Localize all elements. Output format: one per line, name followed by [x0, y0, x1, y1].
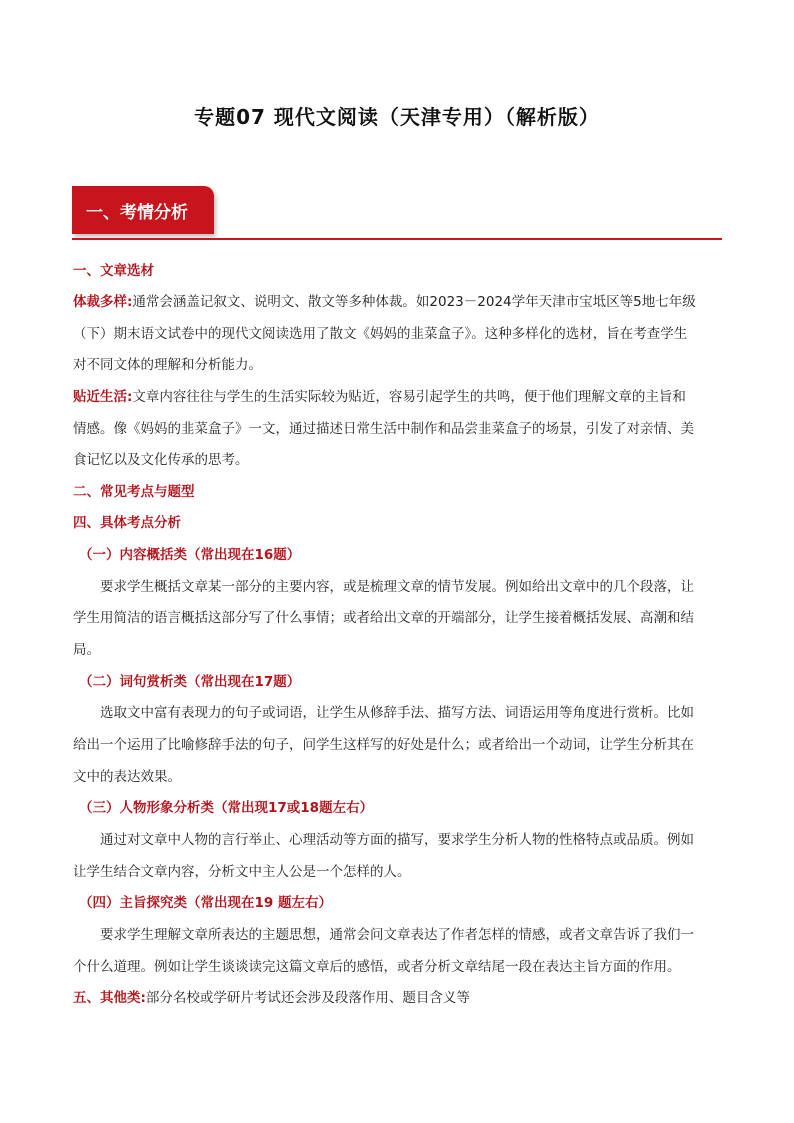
subheading-theme-exploration: （四）主旨探究类（常出现在19 题左右）	[79, 895, 332, 911]
paragraph-line: 要求学生理解文章所表达的主题思想，通常会问文章表达了作者怎样的情感，或者文章告诉了我们一	[100, 927, 694, 943]
paragraph-line: 给出一个运用了比喻修辞手法的句子，问学生这样写的好处是什么；或者给出一个动词，让学生分析其在	[73, 737, 694, 753]
section-banner	[72, 186, 214, 234]
paragraph-line: 局。	[73, 642, 100, 658]
heading-specific-analysis: 四、具体考点分析	[73, 515, 181, 531]
paragraph-line: （下）期末语文试卷中的现代文阅读选用了散文《妈妈的韭菜盒子》。这种多样化的选材，旨在考查学生	[73, 326, 688, 342]
label-genre-variety: 体裁多样:	[73, 294, 133, 310]
paragraph-line: 学生用简洁的语言概括这部分写了什么事情；或者给出文章的开端部分，让学生接着概括发展、高潮和结	[73, 610, 694, 626]
paragraph-line: 贴近生活:文章内容往往与学生的生活实际较为贴近，容易引起学生的共鸣，便于他们理解文章的主旨和	[73, 389, 686, 405]
subheading-character-analysis: （三）人物形象分析类（常出现17或18题左右）	[79, 800, 374, 816]
paragraph-line: 通过对文章中人物的言行举止、心理活动等方面的描写，要求学生分析人物的性格特点或品质。例如	[100, 832, 694, 848]
subheading-word-sentence: （二）词句赏析类（常出现在17题）	[79, 674, 301, 690]
heading-article-selection: 一、文章选材	[73, 263, 154, 279]
paragraph-line: 让学生结合文章内容，分析文中主人公是一个怎样的人。	[73, 864, 411, 880]
page-title: 专题07 现代文阅读（天津专用）（解析版）	[194, 105, 600, 129]
paragraph-line: 要求学生概括文章某一部分的主要内容，或是梳理文章的情节发展。例如给出文章中的几个段落，让	[100, 579, 694, 595]
section-banner-label: 一、考情分析	[86, 203, 188, 223]
label-other-types: 五、其他类:	[73, 990, 146, 1006]
section-divider	[72, 238, 722, 240]
paragraph-line: 食记忆以及文化传承的思考。	[73, 452, 249, 468]
paragraph-line: 个什么道理。例如让学生谈谈读完这篇文章后的感悟，或者分析文章结尾一段在表达主旨方面的作用。	[73, 959, 681, 975]
paragraph-line: 体裁多样:通常会涵盖记叙文、说明文、散文等多种体裁。如2023－2024学年天津市宝坻区等5地七年级	[73, 294, 696, 310]
paragraph-line: 五、其他类:部分名校或学研片考试还会涉及段落作用、题目含义等	[73, 990, 470, 1006]
paragraph-line: 文中的表达效果。	[73, 769, 181, 785]
label-close-to-life: 贴近生活:	[73, 389, 133, 405]
heading-common-points: 二、常见考点与题型	[73, 484, 195, 500]
paragraph-line: 对不同文体的理解和分析能力。	[73, 357, 262, 373]
paragraph-line: 选取文中富有表现力的句子或词语，让学生从修辞手法、描写方法、词语运用等角度进行赏析。比如	[100, 705, 694, 721]
subheading-content-summary: （一）内容概括类（常出现在16题）	[79, 547, 301, 563]
paragraph-line: 情感。像《妈妈的韭菜盒子》一文，通过描述日常生活中制作和品尝韭菜盒子的场景，引发了对亲情、美	[73, 421, 694, 437]
